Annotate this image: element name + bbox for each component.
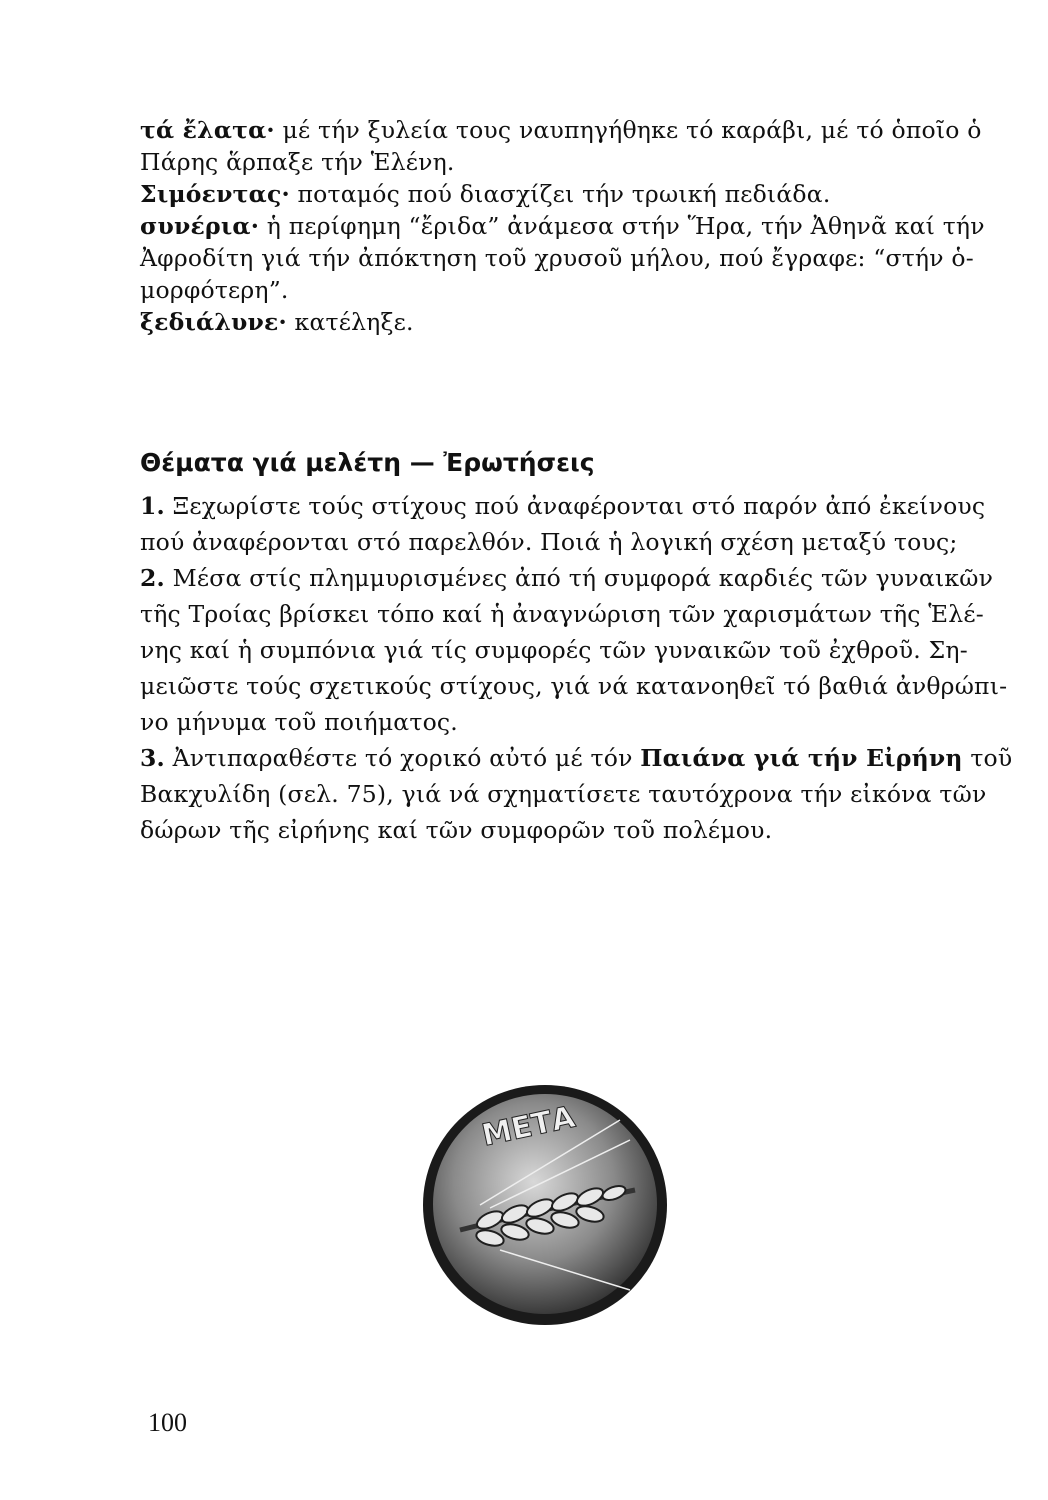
glossary-term: τά ἔλατα· — [140, 116, 275, 144]
question-text: τοῦ — [962, 744, 1013, 772]
question-2 — [140, 560, 994, 596]
glossary-entry-xedialyne — [140, 306, 972, 338]
question-3 — [140, 740, 1013, 776]
glossary-definition-continuation: Ἀφροδίτη γιά τήν ἀπόκτηση τοῦ χρυσοῦ μήλου, πού ἔγραφε: “στήν ὁ- — [140, 244, 974, 272]
question-text: Ξεχωρίστε τούς στίχους πού ἀναφέρονται στό παρόν ἀπό ἐκείνους — [164, 492, 986, 520]
question-text: Ἀντιπαραθέστε τό χορικό αὐτό μέ τόν — [164, 744, 641, 772]
question-text-continuation: νης καί ἡ συμπόνια γιά τίς συμφορές τῶν γυναικῶν τοῦ ἐχθροῦ. Ση- — [140, 636, 968, 664]
question-text-continuation: πού ἀναφέρονται στό παρελθόν. Ποιά ἡ λογική σχέση μεταξύ τους; — [140, 528, 958, 556]
glossary-entry-simoentas — [140, 178, 972, 210]
question-text-continuation: δώρων τῆς εἰρήνης καί τῶν συμφορῶν τοῦ πολέμου. — [140, 816, 773, 844]
metapontum-coin-image — [420, 1080, 670, 1330]
study-questions — [140, 488, 1013, 848]
question-text-continuation: τῆς Τροίας βρίσκει τόπο καί ἡ ἀναγνώριση τῶν χαρισμάτων τῆς Ἑλέ- — [140, 600, 984, 628]
question-1 — [140, 488, 986, 524]
glossary — [140, 114, 985, 338]
glossary-definition: μέ τήν ξυλεία τους ναυπηγήθηκε τό καράβι, μέ τό ὁποῖο ὁ — [274, 116, 982, 144]
question-text-continuation: Βακχυλίδη (σελ. 75), γιά νά σχηματίσετε ταυτόχρονα τήν εἰκόνα τῶν — [140, 780, 987, 808]
page-number: 100 — [148, 1408, 187, 1437]
glossary-definition-continuation: Πάρης ἅρπαξε τήν Ἑλένη. — [140, 148, 455, 176]
glossary-term: Σιμόεντας· — [140, 180, 290, 208]
glossary-entry-syneria — [140, 210, 985, 242]
glossary-term: ξεδιάλυνε· — [140, 308, 287, 336]
section-heading: Θέματα γιά μελέτη — Ἐρωτήσεις — [140, 448, 595, 477]
glossary-definition: ποταμός πού διασχίζει τήν τρωική πεδιάδα. — [289, 180, 831, 208]
glossary-definition: ἡ περίφημη “ἔριδα” ἀνάμεσα στήν Ἥρα, τήν Ἀθηνᾶ καί τήν — [259, 212, 985, 240]
glossary-entry-elata — [140, 114, 982, 146]
question-text: Μέσα στίς πλημμυρισμένες ἀπό τή συμφορά καρδιές τῶν γυναικῶν — [164, 564, 994, 592]
coin-inscription: ΜΕΤΑ — [478, 1099, 579, 1154]
glossary-definition: κατέληξε. — [286, 308, 414, 336]
question-number: 1. — [140, 492, 165, 520]
question-text-continuation: νο μήνυμα τοῦ ποιήματος. — [140, 708, 458, 736]
question-number: 3. — [140, 744, 165, 772]
work-title: Παιάνα γιά τήν Εἰρήνη — [640, 744, 963, 772]
question-text-continuation: μειῶστε τούς σχετικούς στίχους, γιά νά κατανοηθεῖ τό βαθιά ἀνθρώπι- — [140, 672, 1008, 700]
glossary-term: συνέρια· — [140, 212, 260, 240]
question-number: 2. — [140, 564, 165, 592]
glossary-definition-continuation: μορφότερη”. — [140, 276, 289, 304]
